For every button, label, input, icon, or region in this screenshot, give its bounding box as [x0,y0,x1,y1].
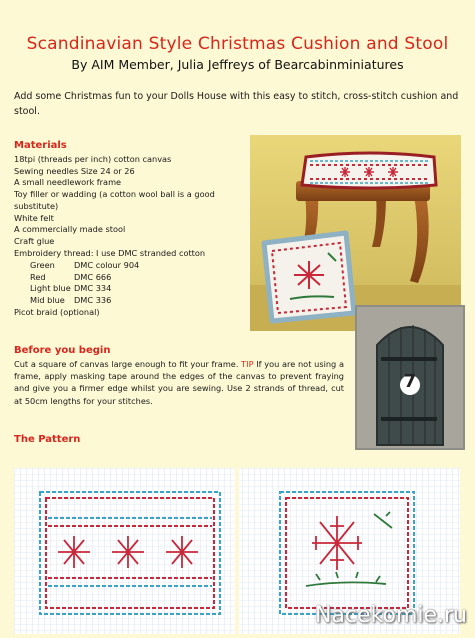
before-text-part: Cut a square of canvas large enough to fit your frame. [14,359,242,369]
list-item: Embroidery thread: I use DMC stranded cotton [14,247,206,258]
before-heading: Before you begin [14,345,111,356]
thread-color: Green [30,260,55,270]
materials-extra: Picot braid (optional) [14,307,100,317]
tip-label: TIP [241,359,254,369]
thread-code: DMC 336 [74,295,112,306]
thread-code: DMC 666 [74,271,112,282]
list-item: Toy filler or wadding (a cotton wool ball is a good substitute) [14,189,215,211]
page-title: Scandinavian Style Christmas Cushion and Stool [26,34,449,54]
list-item: 18tpi (threads per inch) cotton canvas [14,154,172,164]
thread-row [14,283,139,295]
intro-text: Add some Christmas fun to your Dolls House with this easy to stitch, cross-stitch cushion and stool. [14,91,459,117]
thread-code: DMC 334 [74,283,112,294]
thread-color: Mid blue [30,295,65,306]
list-item: Craft glue [14,235,55,246]
door-number: 7 [403,371,417,392]
stool-cushion-photo [250,135,461,331]
list-item: Sewing needles Size 24 or 26 [14,165,135,176]
thread-row [14,260,139,272]
thread-list [14,260,139,307]
list-item: A small needlework frame [14,177,122,188]
thread-color: Light blue [30,283,71,294]
materials-heading: Materials [14,140,67,151]
pattern-heading: The Pattern [14,434,81,445]
list-item: A commercially made stool [14,224,126,235]
thread-code: DMC colour 904 [74,260,140,270]
page-subtitle: By AIM Member, Julia Jeffreys of Bearcabinminiatures [71,57,404,72]
watermark: Nacekomie.ru [314,603,467,628]
materials-list [14,154,246,259]
before-text [14,358,344,407]
door-photo [355,305,465,450]
list-item: White felt [14,212,54,223]
thread-row [14,295,139,307]
before-text-part: If you are not using a frame, apply masking tape around the edges of the canvas to prevent fraying and give you a firmer edge whilst you are sewing. Use 2 strands of thread, cut at 50cm lengths for your stitches. [14,359,344,406]
thread-row [14,272,139,284]
thread-color: Red [30,271,46,282]
